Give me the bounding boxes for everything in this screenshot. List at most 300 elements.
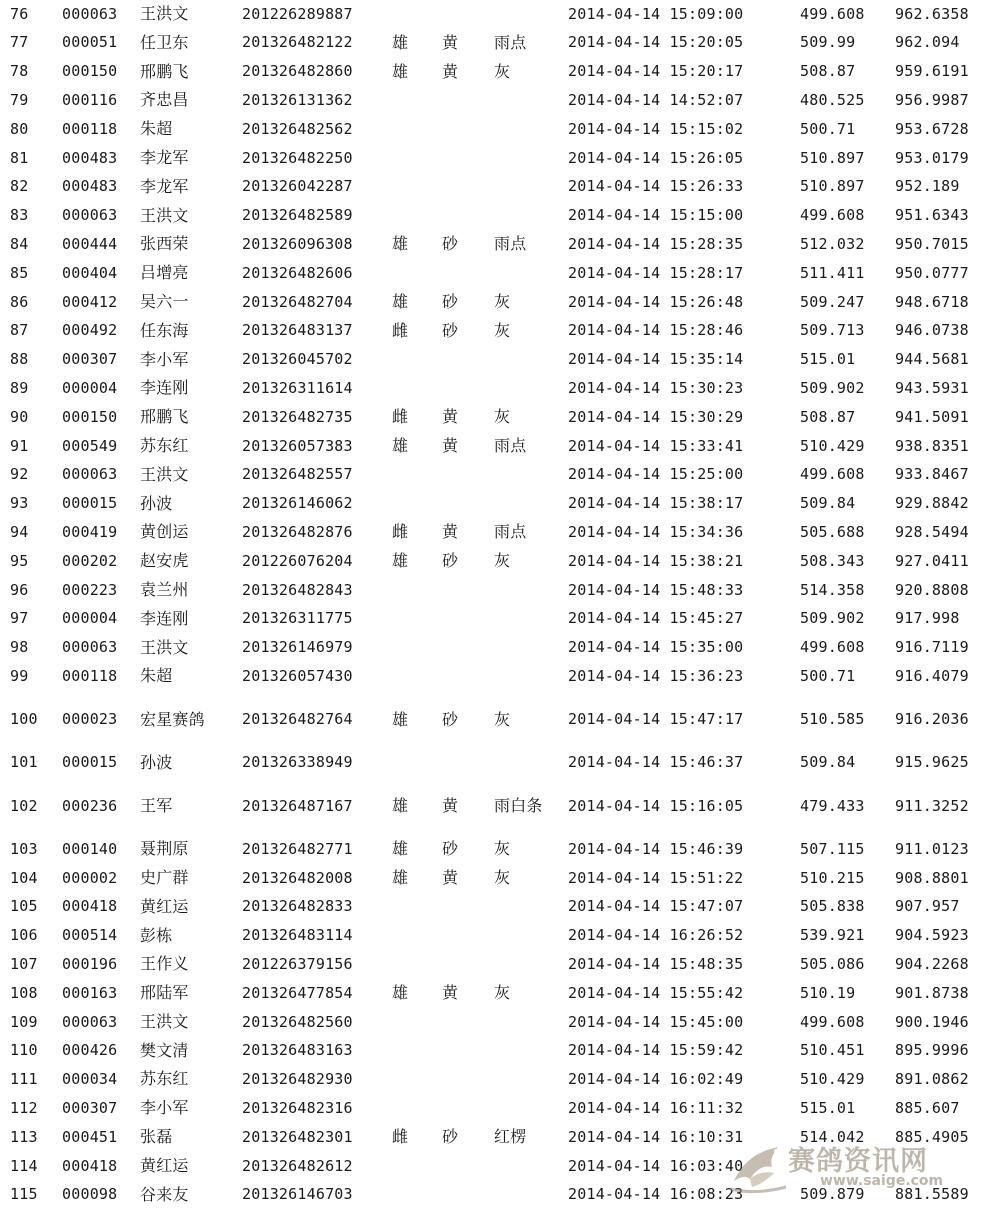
- speed-cell: 950.7015: [895, 235, 969, 254]
- owner-name-cell: 聂荆原: [140, 839, 189, 859]
- distance-cell: 515.01: [800, 350, 856, 369]
- arrival-time-cell: 2014-04-14 15:51:22: [568, 868, 744, 887]
- sex-cell: 雌: [392, 407, 409, 427]
- table-row: [0, 144, 1000, 173]
- member-id-cell: 000063: [62, 1012, 118, 1031]
- member-id-cell: 000051: [62, 33, 118, 52]
- eye-pattern-cell: [494, 749, 546, 778]
- speed-cell: 950.0777: [895, 263, 969, 282]
- arrival-time-cell: 2014-04-14 15:20:05: [568, 33, 744, 52]
- sex-cell: [392, 1037, 432, 1066]
- member-id-cell: 000483: [62, 177, 118, 196]
- feather-color-cell: 砂: [442, 320, 459, 340]
- member-id-cell: 000063: [62, 638, 118, 657]
- sex-cell: [392, 202, 432, 231]
- arrival-time-cell: 2014-04-14 15:34:36: [568, 522, 744, 541]
- rank-cell: 103: [10, 839, 38, 858]
- table-row: [0, 1065, 1000, 1094]
- eye-pattern-cell: 雨点: [494, 435, 527, 455]
- feather-color-cell: [442, 634, 482, 663]
- eye-pattern-cell: [494, 634, 546, 663]
- eye-pattern-cell: [494, 1181, 546, 1210]
- ring-number-cell: 201226076204: [242, 551, 353, 570]
- ring-number-cell: 201326482704: [242, 292, 353, 311]
- eye-pattern-cell: [494, 259, 546, 288]
- owner-name-cell: 邢鹏飞: [140, 61, 189, 81]
- feather-color-cell: [442, 1181, 482, 1210]
- owner-name-cell: 王洪文: [140, 205, 189, 225]
- table-row: [0, 518, 1000, 547]
- sex-cell: [392, 1065, 432, 1094]
- owner-name-cell: 吕增亮: [140, 263, 189, 283]
- table-row: [0, 403, 1000, 432]
- speed-cell: 907.957: [895, 897, 960, 916]
- distance-cell: 508.87: [800, 62, 856, 81]
- distance-cell: 509.247: [800, 292, 865, 311]
- ring-number-cell: 201326482843: [242, 580, 353, 599]
- ring-number-cell: 201326482589: [242, 206, 353, 225]
- feather-color-cell: [442, 922, 482, 951]
- member-id-cell: 000492: [62, 321, 118, 340]
- table-row: [0, 893, 1000, 922]
- speed-cell: 953.0179: [895, 148, 969, 167]
- owner-name-cell: 史广群: [140, 867, 189, 887]
- sex-cell: [392, 1152, 432, 1181]
- sex-cell: [392, 634, 432, 663]
- distance-cell: 510.451: [800, 1041, 865, 1060]
- sex-cell: 雄: [392, 32, 409, 52]
- arrival-time-cell: 2014-04-14 15:28:17: [568, 263, 744, 282]
- watermark-url: www.saige.com: [820, 1173, 944, 1189]
- member-id-cell: 000426: [62, 1041, 118, 1060]
- eye-pattern-cell: 灰: [494, 867, 511, 887]
- arrival-time-cell: 2014-04-14 15:33:41: [568, 436, 744, 455]
- rank-cell: 80: [10, 119, 29, 138]
- rank-cell: 81: [10, 148, 29, 167]
- rank-cell: 87: [10, 321, 29, 340]
- arrival-time-cell: 2014-04-14 15:35:00: [568, 638, 744, 657]
- eye-pattern-cell: [494, 605, 546, 634]
- speed-cell: 951.6343: [895, 206, 969, 225]
- ring-number-cell: 201326482735: [242, 407, 353, 426]
- arrival-time-cell: 2014-04-14 15:47:07: [568, 897, 744, 916]
- member-id-cell: 000163: [62, 983, 118, 1002]
- feather-color-cell: [442, 893, 482, 922]
- distance-cell: 510.897: [800, 177, 865, 196]
- sex-cell: [392, 115, 432, 144]
- feather-color-cell: [442, 1008, 482, 1037]
- rank-cell: 99: [10, 666, 29, 685]
- arrival-time-cell: 2014-04-14 15:09:00: [568, 4, 744, 23]
- sex-cell: [392, 461, 432, 490]
- eye-pattern-cell: 灰: [494, 839, 511, 859]
- watermark: [726, 1129, 986, 1199]
- member-id-cell: 000196: [62, 954, 118, 973]
- eye-pattern-cell: [494, 1037, 546, 1066]
- arrival-time-cell: 2014-04-14 15:38:17: [568, 494, 744, 513]
- speed-cell: 943.5931: [895, 379, 969, 397]
- feather-color-cell: 黄: [442, 435, 459, 455]
- eye-pattern-cell: 雨点: [494, 234, 527, 254]
- sex-cell: [392, 1094, 432, 1123]
- ring-number-cell: 201226379156: [242, 954, 353, 973]
- speed-cell: 933.8467: [895, 465, 969, 484]
- speed-cell: 901.8738: [895, 983, 969, 1002]
- feather-color-cell: 黄: [442, 867, 459, 887]
- member-id-cell: 000023: [62, 710, 118, 729]
- rank-cell: 93: [10, 494, 29, 513]
- arrival-time-cell: 2014-04-14 15:15:00: [568, 206, 744, 225]
- eye-pattern-cell: 灰: [494, 61, 511, 81]
- rank-cell: 111: [10, 1070, 38, 1089]
- ring-number-cell: 201326146703: [242, 1185, 353, 1204]
- speed-cell: 944.5681: [895, 350, 969, 369]
- feather-color-cell: [442, 1094, 482, 1123]
- arrival-time-cell: 2014-04-14 15:28:35: [568, 235, 744, 254]
- owner-name-cell: 孙波: [140, 493, 173, 513]
- distance-cell: 500.71: [800, 119, 856, 138]
- rank-cell: 108: [10, 983, 38, 1002]
- owner-name-cell: 朱超: [140, 119, 173, 139]
- owner-name-cell: 王洪文: [140, 1011, 189, 1031]
- sex-cell: 雄: [392, 839, 409, 859]
- feather-color-cell: 黄: [442, 522, 459, 542]
- table-row: [0, 173, 1000, 202]
- member-id-cell: 000002: [62, 868, 118, 887]
- arrival-time-cell: 2014-04-14 15:26:33: [568, 177, 744, 196]
- owner-name-cell: 王洪文: [140, 464, 189, 484]
- feather-color-cell: 砂: [442, 234, 459, 254]
- rank-cell: 107: [10, 954, 38, 973]
- table-row: [0, 432, 1000, 461]
- distance-cell: 509.713: [800, 321, 865, 340]
- ring-number-cell: 201326477854: [242, 983, 353, 1002]
- speed-cell: 956.9987: [895, 91, 969, 110]
- ring-number-cell: 201326482301: [242, 1127, 353, 1146]
- feather-color-cell: 砂: [442, 1127, 459, 1147]
- arrival-time-cell: 2014-04-14 16:26:52: [568, 926, 744, 945]
- owner-name-cell: 李龙军: [140, 147, 189, 167]
- arrival-time-cell: 2014-04-14 16:02:49: [568, 1070, 744, 1089]
- member-id-cell: 000307: [62, 350, 118, 369]
- owner-name-cell: 谷来友: [140, 1184, 189, 1204]
- member-id-cell: 000202: [62, 551, 118, 570]
- distance-cell: 510.897: [800, 148, 865, 167]
- eye-pattern-cell: [494, 144, 546, 173]
- feather-color-cell: 黄: [442, 983, 459, 1003]
- ring-number-cell: 201326311775: [242, 609, 353, 628]
- table-row: [0, 0, 1000, 29]
- ring-number-cell: 201326057430: [242, 666, 353, 685]
- table-row: [0, 576, 1000, 605]
- member-id-cell: 000118: [62, 119, 118, 138]
- sex-cell: [392, 374, 432, 403]
- feather-color-cell: [442, 86, 482, 115]
- speed-cell: 953.6728: [895, 119, 969, 138]
- owner-name-cell: 王洪文: [140, 637, 189, 657]
- member-id-cell: 000412: [62, 292, 118, 311]
- ring-number-cell: 201326482008: [242, 868, 353, 887]
- rank-cell: 76: [10, 4, 29, 23]
- sex-cell: [392, 490, 432, 519]
- member-id-cell: 000223: [62, 580, 118, 599]
- arrival-time-cell: 2014-04-14 15:38:21: [568, 551, 744, 570]
- distance-cell: 512.032: [800, 235, 865, 254]
- ring-number-cell: 201226289887: [242, 4, 353, 23]
- member-id-cell: 000118: [62, 666, 118, 685]
- distance-cell: 505.838: [800, 897, 865, 916]
- eye-pattern-cell: [494, 1152, 546, 1181]
- owner-name-cell: 袁兰州: [140, 579, 189, 599]
- eye-pattern-cell: 灰: [494, 407, 511, 427]
- speed-cell: 908.8801: [895, 868, 969, 887]
- owner-name-cell: 黄创运: [140, 522, 189, 542]
- speed-cell: 941.5091: [895, 407, 969, 426]
- distance-cell: 511.411: [800, 263, 865, 282]
- feather-color-cell: 砂: [442, 551, 459, 571]
- distance-cell: 510.585: [800, 710, 865, 729]
- table-row: [0, 461, 1000, 490]
- rank-cell: 94: [10, 522, 29, 541]
- table-row: [0, 950, 1000, 979]
- owner-name-cell: 孙波: [140, 752, 173, 772]
- sex-cell: 雄: [392, 983, 409, 1003]
- rank-cell: 82: [10, 177, 29, 196]
- speed-cell: 959.6191: [895, 62, 969, 81]
- member-id-cell: 000063: [62, 206, 118, 225]
- distance-cell: 539.921: [800, 926, 865, 945]
- ring-number-cell: 201326482316: [242, 1098, 353, 1117]
- table-row: [0, 288, 1000, 317]
- owner-name-cell: 齐忠昌: [140, 90, 189, 110]
- owner-name-cell: 黄红运: [140, 896, 189, 916]
- rank-cell: 78: [10, 62, 29, 81]
- table-row: [0, 547, 1000, 576]
- sex-cell: [392, 346, 432, 375]
- eye-pattern-cell: [494, 1065, 546, 1094]
- rank-cell: 113: [10, 1127, 38, 1146]
- sex-cell: [392, 173, 432, 202]
- distance-cell: 500.71: [800, 666, 856, 685]
- ring-number-cell: 201326042287: [242, 177, 353, 196]
- ring-number-cell: 201326311614: [242, 379, 353, 397]
- eye-pattern-cell: 灰: [494, 320, 511, 340]
- table-row: [0, 374, 1000, 403]
- member-id-cell: 000404: [62, 263, 118, 282]
- sex-cell: [392, 576, 432, 605]
- rank-cell: 83: [10, 206, 29, 225]
- owner-name-cell: 邢陆军: [140, 983, 189, 1003]
- feather-color-cell: [442, 173, 482, 202]
- ring-number-cell: 201326096308: [242, 235, 353, 254]
- eye-pattern-cell: [494, 1008, 546, 1037]
- table-row: [0, 202, 1000, 231]
- table-row: [0, 634, 1000, 663]
- table-row: [0, 1008, 1000, 1037]
- ring-number-cell: 201326483163: [242, 1041, 353, 1060]
- sex-cell: [392, 922, 432, 951]
- feather-color-cell: 黄: [442, 32, 459, 52]
- table-row: [0, 259, 1000, 288]
- speed-cell: 885.607: [895, 1098, 960, 1117]
- rank-cell: 98: [10, 638, 29, 657]
- feather-color-cell: [442, 950, 482, 979]
- ring-number-cell: 201326487167: [242, 796, 353, 815]
- sex-cell: [392, 1008, 432, 1037]
- eye-pattern-cell: [494, 461, 546, 490]
- ring-number-cell: 201326482612: [242, 1156, 353, 1175]
- arrival-time-cell: 2014-04-14 15:26:05: [568, 148, 744, 167]
- owner-name-cell: 李龙军: [140, 176, 189, 196]
- eye-pattern-cell: [494, 490, 546, 519]
- speed-cell: 916.2036: [895, 710, 969, 729]
- feather-color-cell: 黄: [442, 795, 459, 815]
- table-row: [0, 490, 1000, 519]
- eye-pattern-cell: 雨点: [494, 522, 527, 542]
- eye-pattern-cell: [494, 115, 546, 144]
- sex-cell: [392, 259, 432, 288]
- distance-cell: 480.525: [800, 91, 865, 110]
- owner-name-cell: 王作义: [140, 954, 189, 974]
- distance-cell: 510.429: [800, 1070, 865, 1089]
- eye-pattern-cell: [494, 374, 546, 403]
- ring-number-cell: 201326057383: [242, 436, 353, 455]
- eye-pattern-cell: 雨点: [494, 32, 527, 52]
- feather-color-cell: [442, 202, 482, 231]
- member-id-cell: 000140: [62, 839, 118, 858]
- rank-cell: 100: [10, 710, 38, 729]
- feather-color-cell: 砂: [442, 291, 459, 311]
- distance-cell: 499.608: [800, 638, 865, 657]
- speed-cell: 916.4079: [895, 666, 969, 685]
- rank-cell: 77: [10, 33, 29, 52]
- member-id-cell: 000015: [62, 753, 118, 772]
- sex-cell: 雄: [392, 795, 409, 815]
- table-row: [0, 749, 1000, 778]
- sex-cell: 雄: [392, 867, 409, 887]
- distance-cell: 509.84: [800, 494, 856, 513]
- watermark-title: 赛鸽资讯网: [788, 1146, 928, 1177]
- pigeon-logo-icon: [726, 1129, 796, 1199]
- speed-cell: 928.5494: [895, 522, 969, 541]
- distance-cell: 499.608: [800, 4, 865, 23]
- table-row: [0, 922, 1000, 951]
- member-id-cell: 000418: [62, 1156, 118, 1175]
- ring-number-cell: 201326131362: [242, 91, 353, 110]
- table-row: [0, 691, 1000, 749]
- speed-cell: 915.9625: [895, 753, 969, 772]
- feather-color-cell: [442, 0, 482, 29]
- member-id-cell: 000004: [62, 379, 118, 397]
- speed-cell: 904.2268: [895, 954, 969, 973]
- speed-cell: 895.9996: [895, 1041, 969, 1060]
- speed-cell: 916.7119: [895, 638, 969, 657]
- owner-name-cell: 朱超: [140, 666, 173, 686]
- ring-number-cell: 201326482560: [242, 1012, 353, 1031]
- member-id-cell: 000549: [62, 436, 118, 455]
- distance-cell: 508.87: [800, 407, 856, 426]
- distance-cell: 509.879: [800, 1185, 865, 1204]
- member-id-cell: 000236: [62, 796, 118, 815]
- rank-cell: 96: [10, 580, 29, 599]
- owner-name-cell: 黄红运: [140, 1155, 189, 1175]
- ring-number-cell: 201326482833: [242, 897, 353, 916]
- rank-cell: 101: [10, 753, 38, 772]
- sex-cell: [392, 1181, 432, 1210]
- arrival-time-cell: 2014-04-14 15:47:17: [568, 710, 744, 729]
- owner-name-cell: 宏星赛鸽: [140, 709, 205, 729]
- member-id-cell: 000034: [62, 1070, 118, 1089]
- feather-color-cell: 砂: [442, 839, 459, 859]
- eye-pattern-cell: [494, 893, 546, 922]
- speed-cell: 911.3252: [895, 796, 969, 815]
- ring-number-cell: 201326482764: [242, 710, 353, 729]
- arrival-time-cell: 2014-04-14 15:35:14: [568, 350, 744, 369]
- feather-color-cell: [442, 605, 482, 634]
- eye-pattern-cell: [494, 0, 546, 29]
- rank-cell: 106: [10, 926, 38, 945]
- sex-cell: 雄: [392, 61, 409, 81]
- rank-cell: 86: [10, 292, 29, 311]
- rank-cell: 90: [10, 407, 29, 426]
- arrival-time-cell: 2014-04-14 15:45:27: [568, 609, 744, 628]
- eye-pattern-cell: [494, 950, 546, 979]
- arrival-time-cell: 2014-04-14 15:28:46: [568, 321, 744, 340]
- rank-cell: 97: [10, 609, 29, 628]
- rank-cell: 110: [10, 1041, 38, 1060]
- member-id-cell: 000514: [62, 926, 118, 945]
- rank-cell: 95: [10, 551, 29, 570]
- arrival-time-cell: 2014-04-14 15:46:37: [568, 753, 744, 772]
- eye-pattern-cell: [494, 922, 546, 951]
- table-row: [0, 317, 1000, 346]
- distance-cell: 499.608: [800, 1012, 865, 1031]
- table-row: [0, 86, 1000, 115]
- sex-cell: [392, 605, 432, 634]
- arrival-time-cell: 2014-04-14 15:30:29: [568, 407, 744, 426]
- sex-cell: [392, 749, 432, 778]
- feather-color-cell: [442, 490, 482, 519]
- distance-cell: 509.902: [800, 609, 865, 628]
- feather-color-cell: [442, 346, 482, 375]
- owner-name-cell: 张西荣: [140, 234, 189, 254]
- ring-number-cell: 201326482250: [242, 148, 353, 167]
- eye-pattern-cell: 灰: [494, 709, 511, 729]
- eye-pattern-cell: [494, 662, 546, 691]
- owner-name-cell: 李连刚: [140, 608, 189, 628]
- distance-cell: 499.608: [800, 206, 865, 225]
- table-row: [0, 864, 1000, 893]
- speed-cell: 904.5923: [895, 926, 969, 945]
- eye-pattern-cell: 红楞: [494, 1127, 527, 1147]
- arrival-time-cell: 2014-04-14 15:16:05: [568, 796, 744, 815]
- feather-color-cell: 黄: [442, 407, 459, 427]
- ring-number-cell: 201326146062: [242, 494, 353, 513]
- speed-cell: 929.8842: [895, 494, 969, 513]
- feather-color-cell: [442, 115, 482, 144]
- distance-cell: 509.99: [800, 33, 856, 52]
- member-id-cell: 000418: [62, 897, 118, 916]
- distance-cell: 479.433: [800, 796, 865, 815]
- arrival-time-cell: 2014-04-14 16:08:23: [568, 1185, 744, 1204]
- distance-cell: 510.215: [800, 868, 865, 887]
- eye-pattern-cell: [494, 346, 546, 375]
- arrival-time-cell: 2014-04-14 15:45:00: [568, 1012, 744, 1031]
- speed-cell: 891.0862: [895, 1070, 969, 1089]
- owner-name-cell: 彭栋: [140, 925, 173, 945]
- sex-cell: 雄: [392, 234, 409, 254]
- sex-cell: 雌: [392, 320, 409, 340]
